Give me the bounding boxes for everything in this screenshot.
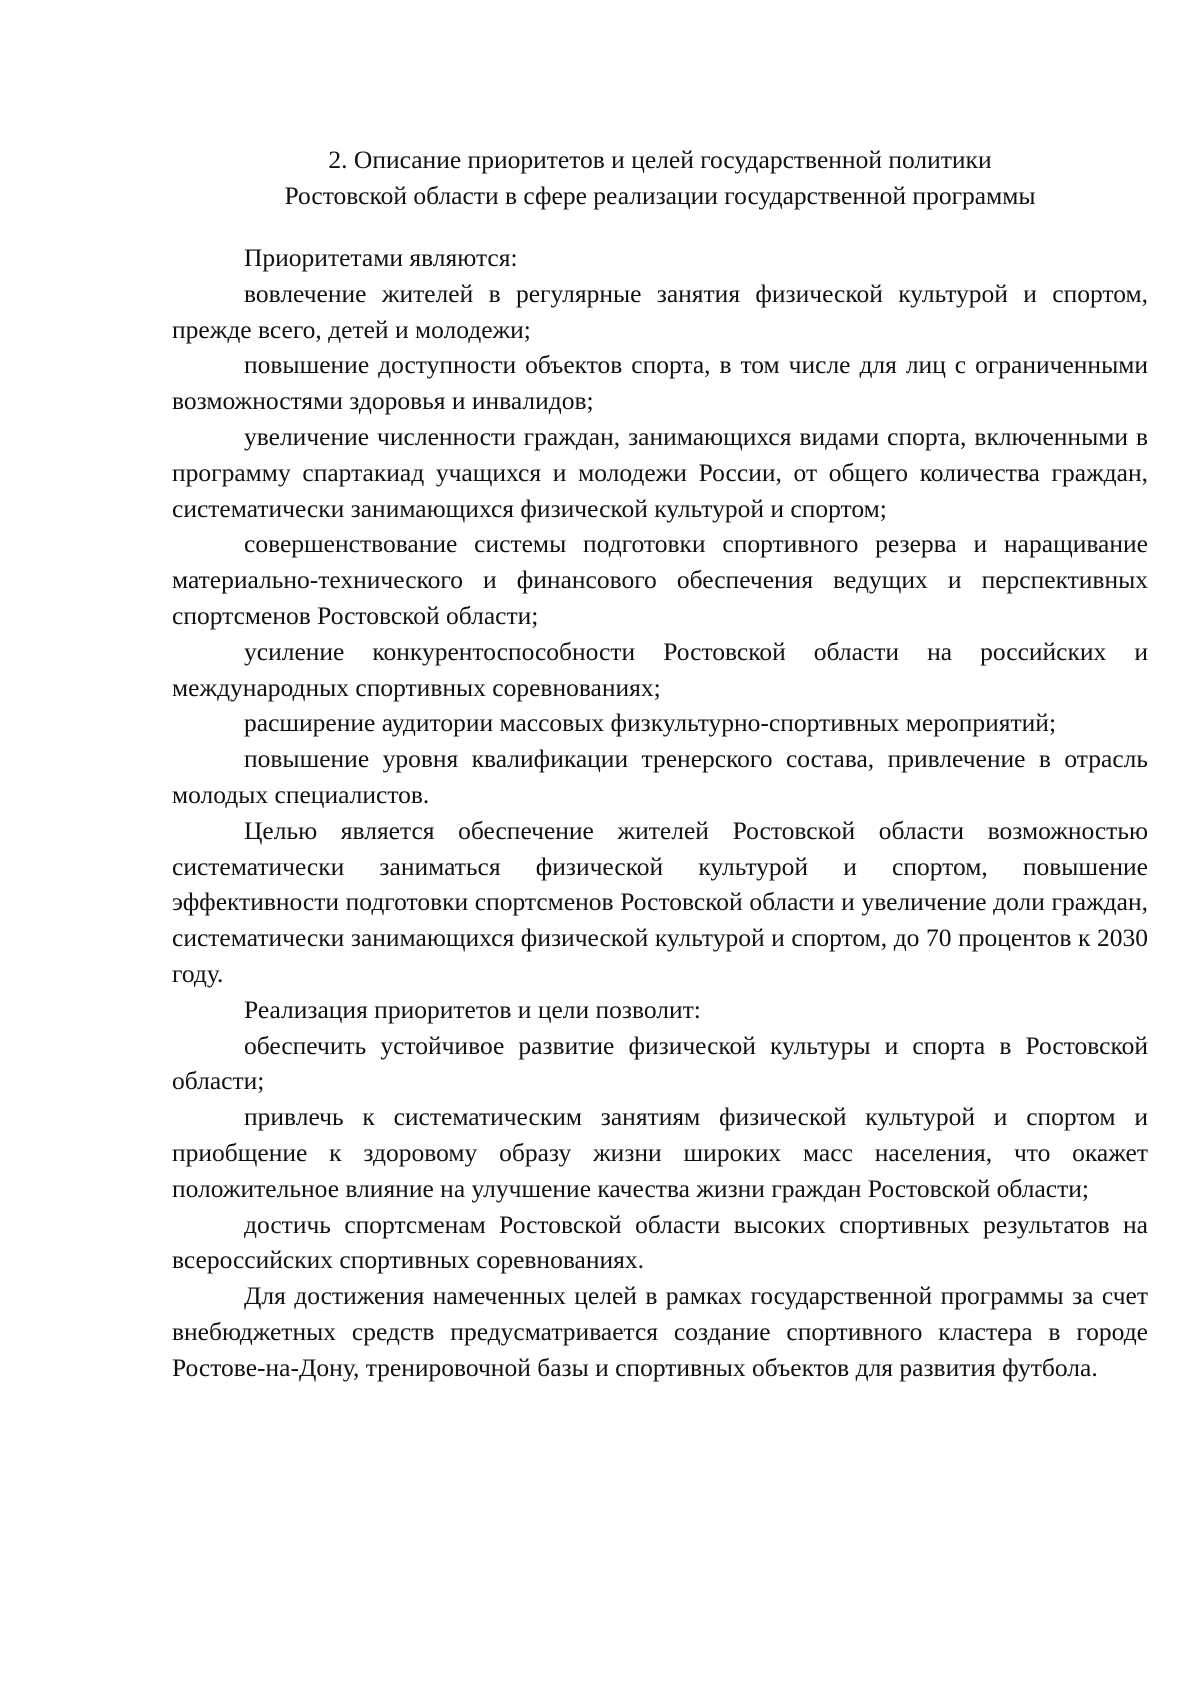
document-body [172,240,1148,1386]
paragraph-priorities-intro: Приоритетами являются: [244,243,518,272]
paragraph-outcome-development: обеспечить устойчивое развитие физической культуры и спорта в Ростовской области; [172,1030,1148,1096]
paragraph-priority-accessibility: повышение доступности объектов спорта, в том числе для лиц с ограниченными возможностями здоровья и инвалидов; [172,350,1148,416]
paragraph-priority-competitiveness: усиление конкурентоспособности Ростовской области на российских и международных спортивных соревнованиях; [172,636,1148,702]
section-heading [172,142,1148,214]
paragraph-priority-coaches: повышение уровня квалификации тренерского состава, привлечение в отрасль молодых специалистов. [172,744,1148,809]
paragraph-goal: Целью является обеспечение жителей Ростовской области возможностью систематически заниматься физической культурой и спортом, повышение эффективности подготовки спортсменов Ростовской области и увеличение доли граждан, систематически занимающихся физической культурой и спортом, до 70 процентов к 2030 году. [172,815,1148,988]
document-page [172,142,1148,1386]
paragraph-priority-spartakiad: увеличение численности граждан, занимающихся видами спорта, включенными в программу спартакиад учащихся и молодежи России, от общего количества граждан, систематически занимающихся физической культурой и спортом; [172,421,1148,523]
section-heading-line-1: 2. Описание приоритетов и целей государственной политики [328,145,992,174]
paragraph-cluster: Для достижения намеченных целей в рамках государственной программы за счет внебюджетных средств предусматривается создание спортивного кластера в городе Ростове-на-Дону, тренировочной базы и спортивных объектов для развития футбола. [172,1281,1148,1382]
paragraph-outcome-engagement: привлечь к систематическим занятиям физической культурой и спортом и приобщение к здоровому образу жизни широких масс населения, что окажет положительное влияние на улучшение качества жизни граждан Ростовской области; [172,1102,1148,1203]
paragraph-priority-involvement: вовлечение жителей в регулярные занятия физической культурой и спортом, прежде всего, детей и молодежи; [172,278,1148,344]
paragraph-outcomes-intro: Реализация приоритетов и цели позволит: [244,994,701,1024]
paragraph-priority-audience: расширение аудитории массовых физкультурно-спортивных мероприятий; [244,708,1057,738]
paragraph-priority-reserve: совершенствование системы подготовки спортивного резерва и наращивание материально-технического и финансового обеспечения ведущих и перспективных спортсменов Ростовской области; [172,529,1148,630]
section-heading-line-2: Ростовской области в сфере реализации государственной программы [284,181,1036,210]
paragraph-outcome-results: достичь спортсменам Ростовской области высоких спортивных результатов на всероссийских спортивных соревнованиях. [172,1209,1148,1275]
